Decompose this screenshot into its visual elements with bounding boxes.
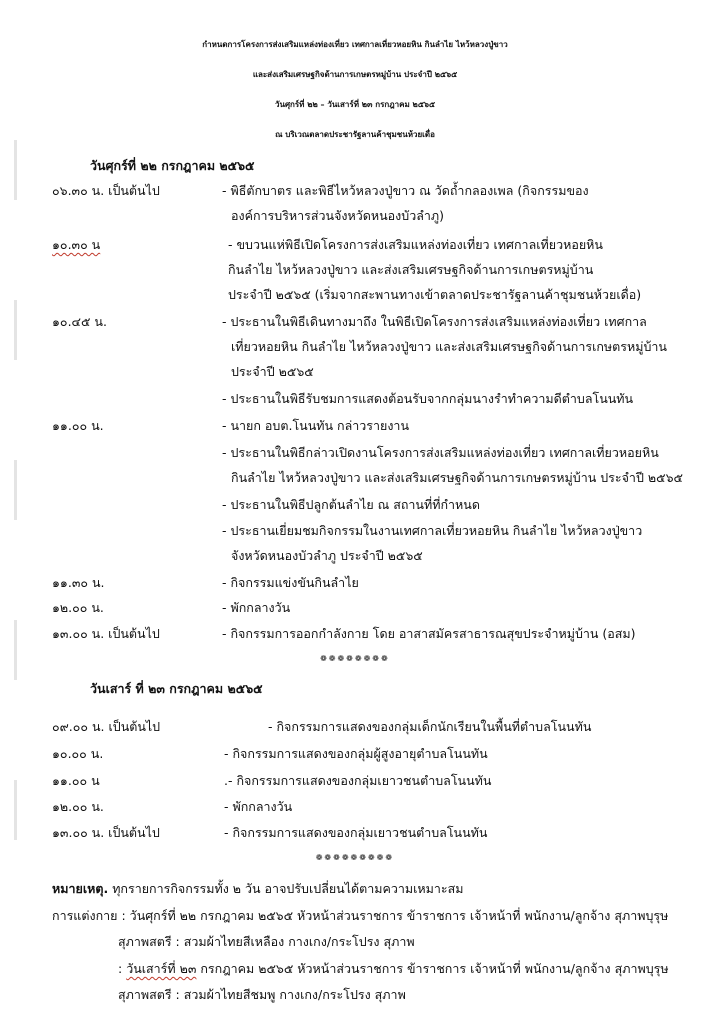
schedule-activity: - กิจกรรมการแสดงของกลุ่มเด็กนักเรียนในพื้นที่ตำบลโนนทัน (268, 719, 592, 734)
dress-day2-line (118, 960, 669, 978)
schedule-activity: - พิธีตักบาตร และพิธีไหว้หลวงปู่ขาว ณ วัดถ้ำกลองเพล (กิจกรรมของ (222, 183, 589, 198)
schedule-time: ๑๑.๓๐ น. (52, 575, 105, 590)
schedule-activity: - กิจกรรมการแสดงของกลุ่มผู้สูงอายุตำบลโนนทัน (224, 746, 488, 761)
schedule-activity: .- กิจกรรมการแสดงของกลุ่มเยาวชนตำบลโนนทัน (224, 773, 492, 788)
schedule-activity-continued: ประจำปี ๒๕๖๕ (เริ่มจากสะพานทางเข้าตลาดประชารัฐลานค้าชุมชนห้วยเดื่อ) (228, 287, 642, 302)
margin-segment (14, 140, 17, 200)
schedule-activity: - ประธานในพิธีกล่าวเปิดงานโครงการส่งเสริมแหล่งท่องเที่ยว เทศกาลเที่ยวหอยหิน (222, 445, 659, 460)
schedule-time: ๑๒.๐๐ น. (52, 799, 104, 814)
remark-line (52, 880, 464, 898)
schedule-time: ๑๐.๐๐ น. (52, 746, 104, 761)
remark-label: หมายเหตุ. (52, 881, 109, 896)
schedule-activity: - ขบวนแห่พิธีเปิดโครงการส่งเสริมแหล่งท่องเที่ยว เทศกาลเที่ยวหอยหิน (228, 237, 603, 252)
schedule-time: ๐๙.๐๐ น. เป็นต้นไป (52, 719, 161, 734)
schedule-time: ๑๓.๐๐ น. เป็นต้นไป (52, 825, 160, 840)
schedule-time: ๑๑.๐๐ น (52, 773, 100, 788)
schedule-activity: - กิจกรรมแข่งขันกินลำไย (222, 575, 359, 590)
schedule-activity: - นายก อบต.โนนทัน กล่าวรายงาน (222, 418, 409, 433)
schedule-activity: - ประธานในพิธีเดินทางมาถึง ในพิธีเปิดโครงการส่งเสริมแหล่งท่องเที่ยว เทศกาล (222, 314, 647, 329)
schedule-time: ๑๒.๐๐ น. (52, 600, 104, 615)
schedule-activity: - พักกลางวัน (224, 799, 293, 814)
title-line-4: ณ บริเวณตลาดประชารัฐลานค้าชุมชนห้วยเดื่อ (275, 130, 435, 139)
schedule-time: ๑๐.๓๐ น (52, 237, 101, 252)
schedule-activity-continued: เที่ยวหอยหิน กินลำไย ไหว้หลวงปู่ขาว และส่งเสริมเศรษฐกิจด้านการเกษตรหมู่บ้าน (231, 339, 667, 354)
dress-day2-prefix: : (118, 961, 127, 976)
schedule-activity: - พักกลางวัน (222, 600, 291, 615)
schedule-activity: - กิจกรรมการแสดงของกลุ่มเยาวชนตำบลโนนทัน (224, 825, 488, 840)
margin-segment (14, 780, 17, 840)
ornament-divider: ❁❁❁❁❁❁❁❁❁ (315, 853, 395, 862)
schedule-activity-continued: ประจำปี ๒๕๖๕ (231, 364, 314, 379)
schedule-time: ๐๖.๓๐ น. เป็นต้นไป (52, 183, 160, 198)
schedule-activity-continued: จังหวัดหนองบัวลำภู ประจำปี ๒๕๖๕ (231, 548, 423, 563)
schedule-activity: - กิจกรรมการออกกำลังกาย โดย อาสาสมัครสาธารณสุขประจำหมู่บ้าน (อสม) (222, 626, 636, 641)
dress-day1: : วันศุกร์ที่ ๒๒ กรกฎาคม ๒๕๖๕ หัวหน้าส่วนราชการ ข้าราชการ เจ้าหน้าที่ พนักงาน/ลูกจ้าง สุภาพบุรุษ (121, 908, 669, 923)
schedule-activity: - ประธานในพิธีรับชมการแสดงต้อนรับจากกลุ่มนางรำทำความดีตำบลโนนทัน (222, 391, 634, 406)
title-line-2: และส่งเสริมเศรษฐกิจด้านการเกษตรหมู่บ้าน ประจำปี ๒๕๖๕ (252, 70, 458, 79)
dress-day1-women: สุภาพสตรี : สวมผ้าไทยสีเหลือง กางเกง/กระโปรง สุภาพ (118, 934, 415, 949)
dress-code-line (52, 907, 668, 925)
dress-label: การแต่งกาย (52, 908, 118, 923)
ornament-divider: ❁❁❁❁❁❁❁❁ (320, 654, 390, 663)
schedule-time: ๑๐.๔๕ น. (52, 314, 107, 329)
schedule-activity-continued: องค์การบริหารส่วนจังหวัดหนองบัวลำภู) (231, 208, 445, 223)
schedule-activity: - ประธานเยี่ยมชมกิจกรรมในงานเทศกาลเที่ยวหอยหิน กินลำไย ไหว้หลวงปู่ขาว (222, 523, 643, 538)
dress-day2-women: สุภาพสตรี : สวมผ้าไทยสีชมพู กางเกง/กระโปรง สุภาพ (118, 987, 406, 1002)
schedule-time: ๑๓.๐๐ น. เป็นต้นไป (52, 626, 160, 641)
schedule-time: ๑๑.๐๐ น. (52, 418, 104, 433)
schedule-activity-continued: กินลำไย ไหว้หลวงปู่ขาว และส่งเสริมเศรษฐกิจด้านการเกษตรหมู่บ้าน ประจำปี ๒๕๖๕ (231, 470, 683, 485)
schedule-activity: - ประธานในพิธีปลูกต้นลำไย ณ สถานที่ที่กำหนด (222, 497, 480, 512)
day1-heading: วันศุกร์ที่ ๒๒ กรกฎาคม ๒๕๖๕ (90, 158, 255, 173)
dress-day2-rest: กรกฎาคม ๒๕๖๕ หัวหน้าส่วนราชการ ข้าราชการ เจ้าหน้าที่ พนักงาน/ลูกจ้าง สุภาพบุรุษ (196, 961, 669, 976)
remark-text: ทุกรายการกิจกรรมทั้ง ๒ วัน อาจปรับเปลี่ยนได้ตามความเหมาะสม (112, 881, 464, 896)
margin-segment (14, 300, 17, 360)
title-line-3: วันศุกร์ที่ ๒๒ – วันเสาร์ที่ ๒๓ กรกฎาคม ๒๕๖๕ (274, 100, 436, 109)
day2-heading: วันเสาร์ ที่ ๒๓ กรกฎาคม ๒๕๖๕ (90, 681, 263, 696)
schedule-activity-continued: กินลำไย ไหว้หลวงปู่ขาว และส่งเสริมเศรษฐกิจด้านการเกษตรหมู่บ้าน (228, 262, 594, 277)
margin-segment (14, 460, 17, 520)
title-line-1: กำหนดการโครงการส่งเสริมแหล่งท่องเที่ยว เทศกาลเที่ยวหอยหิน กินลำไย ไหว้หลวงปู่ขาว (202, 40, 508, 49)
dress-day2-day: วันเสาร์ที่ ๒๓ (126, 961, 197, 976)
